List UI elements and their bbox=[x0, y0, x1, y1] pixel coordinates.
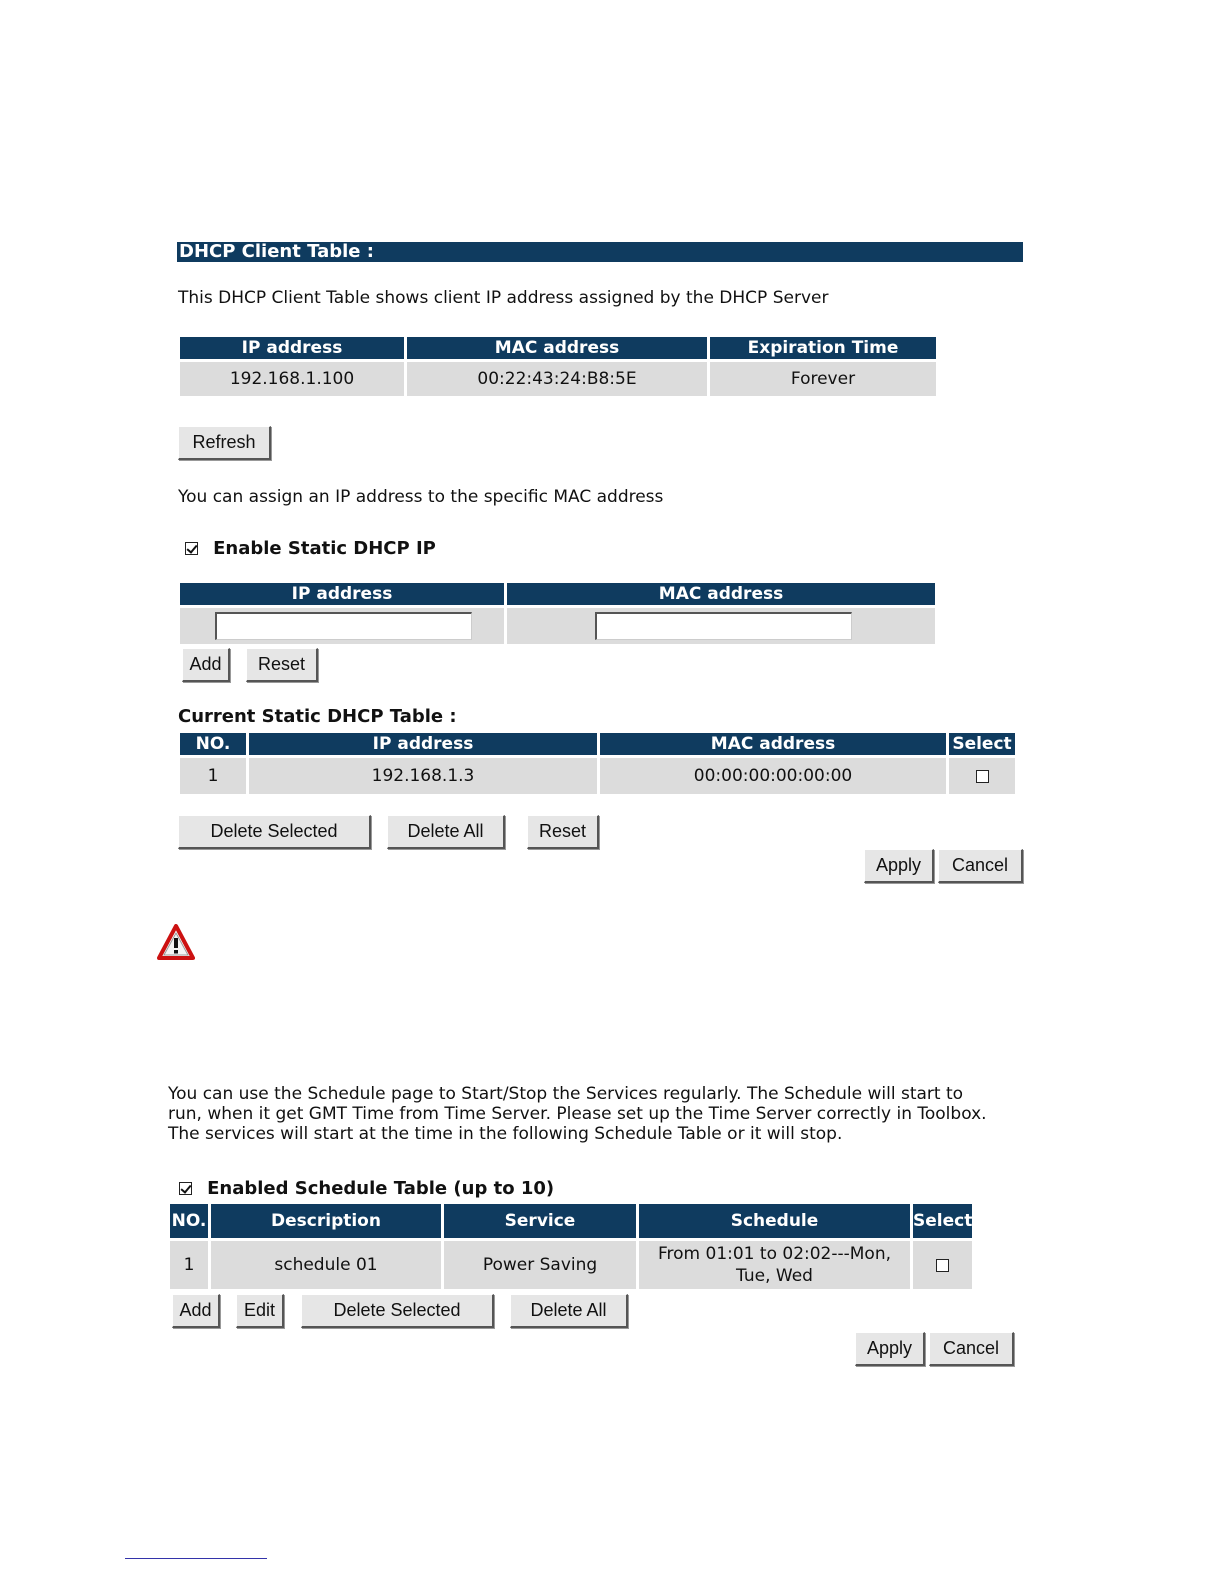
mac-address-input[interactable] bbox=[595, 612, 852, 640]
static-mac-cell: 00:00:00:00:00:00 bbox=[600, 758, 946, 794]
schedule-intro-line: You can use the Schedule page to Start/Stop the Services regularly. The Schedule will start to bbox=[168, 1084, 964, 1104]
enable-schedule-row bbox=[179, 1178, 554, 1199]
enable-static-dhcp-checkbox[interactable] bbox=[185, 542, 198, 555]
schedule-service-cell: Power Saving bbox=[444, 1241, 636, 1289]
column-header-no: NO. bbox=[180, 733, 246, 755]
delete-all-schedule-button[interactable]: Delete All bbox=[510, 1294, 628, 1328]
delete-all-button[interactable]: Delete All bbox=[387, 815, 505, 849]
ip-address-input[interactable] bbox=[215, 612, 472, 640]
cancel-button[interactable]: Cancel bbox=[938, 849, 1023, 883]
apply-schedule-button[interactable]: Apply bbox=[855, 1332, 925, 1366]
current-static-dhcp-table bbox=[177, 730, 1018, 797]
warning-triangle-icon bbox=[157, 924, 195, 960]
apply-button[interactable]: Apply bbox=[864, 849, 934, 883]
enable-static-dhcp-row bbox=[185, 538, 436, 559]
client-mac-cell: 00:22:43:24:B8:5E bbox=[407, 362, 707, 396]
add-schedule-button[interactable]: Add bbox=[172, 1294, 220, 1328]
delete-selected-schedule-button[interactable]: Delete Selected bbox=[301, 1294, 494, 1328]
table-row bbox=[180, 758, 1015, 794]
select-checkbox[interactable] bbox=[936, 1259, 949, 1272]
column-header-mac: MAC address bbox=[600, 733, 946, 755]
footer-divider bbox=[125, 1558, 267, 1559]
dhcp-client-description: This DHCP Client Table shows client IP address assigned by the DHCP Server bbox=[178, 288, 829, 308]
dhcp-client-table bbox=[177, 334, 939, 399]
dhcp-client-table-title: DHCP Client Table : bbox=[177, 242, 1023, 262]
column-header-expiration: Expiration Time bbox=[710, 337, 936, 359]
reset-static-button[interactable]: Reset bbox=[246, 648, 318, 682]
schedule-no-cell: 1 bbox=[170, 1241, 208, 1289]
schedule-description-cell: schedule 01 bbox=[211, 1241, 441, 1289]
schedule-table bbox=[167, 1201, 975, 1292]
schedule-select-cell bbox=[913, 1241, 972, 1289]
current-static-dhcp-title: Current Static DHCP Table : bbox=[178, 706, 457, 727]
column-header-description: Description bbox=[211, 1204, 441, 1238]
column-header-no: NO. bbox=[170, 1204, 208, 1238]
static-select-cell bbox=[949, 758, 1015, 794]
add-static-button[interactable]: Add bbox=[182, 648, 230, 682]
column-header-ip: IP address bbox=[180, 337, 404, 359]
refresh-button[interactable]: Refresh bbox=[178, 426, 271, 460]
schedule-time-cell bbox=[639, 1241, 910, 1289]
edit-schedule-button[interactable]: Edit bbox=[236, 1294, 284, 1328]
input-header-ip: IP address bbox=[180, 583, 504, 605]
schedule-intro-line: run, when it get GMT Time from Time Server. Please set up the Time Server correctly in Toolbox. bbox=[168, 1104, 987, 1124]
table-row bbox=[170, 1241, 972, 1289]
delete-selected-button[interactable]: Delete Selected bbox=[178, 815, 371, 849]
column-header-mac: MAC address bbox=[407, 337, 707, 359]
select-checkbox[interactable] bbox=[976, 770, 989, 783]
schedule-time-line: From 01:01 to 02:02---Mon, bbox=[657, 1244, 892, 1264]
schedule-time-line: Tue, Wed bbox=[736, 1266, 813, 1286]
column-header-select: Select bbox=[949, 733, 1015, 755]
column-header-select: Select bbox=[913, 1204, 972, 1238]
static-dhcp-intro: You can assign an IP address to the specific MAC address bbox=[178, 487, 664, 507]
column-header-schedule: Schedule bbox=[639, 1204, 910, 1238]
client-expiration-cell: Forever bbox=[710, 362, 936, 396]
client-ip-cell: 192.168.1.100 bbox=[180, 362, 404, 396]
static-no-cell: 1 bbox=[180, 758, 246, 794]
input-header-mac: MAC address bbox=[507, 583, 935, 605]
schedule-intro bbox=[168, 1084, 987, 1144]
enable-schedule-label: Enabled Schedule Table (up to 10) bbox=[207, 1177, 555, 1199]
column-header-service: Service bbox=[444, 1204, 636, 1238]
cancel-schedule-button[interactable]: Cancel bbox=[929, 1332, 1014, 1366]
column-header-ip: IP address bbox=[249, 733, 597, 755]
table-row bbox=[180, 362, 936, 396]
enable-static-dhcp-label: Enable Static DHCP IP bbox=[213, 537, 436, 559]
reset-table-button[interactable]: Reset bbox=[527, 815, 599, 849]
schedule-intro-line: The services will start at the time in the following Schedule Table or it will stop. bbox=[168, 1124, 843, 1144]
static-ip-cell: 192.168.1.3 bbox=[249, 758, 597, 794]
enable-schedule-checkbox[interactable] bbox=[179, 1182, 192, 1195]
